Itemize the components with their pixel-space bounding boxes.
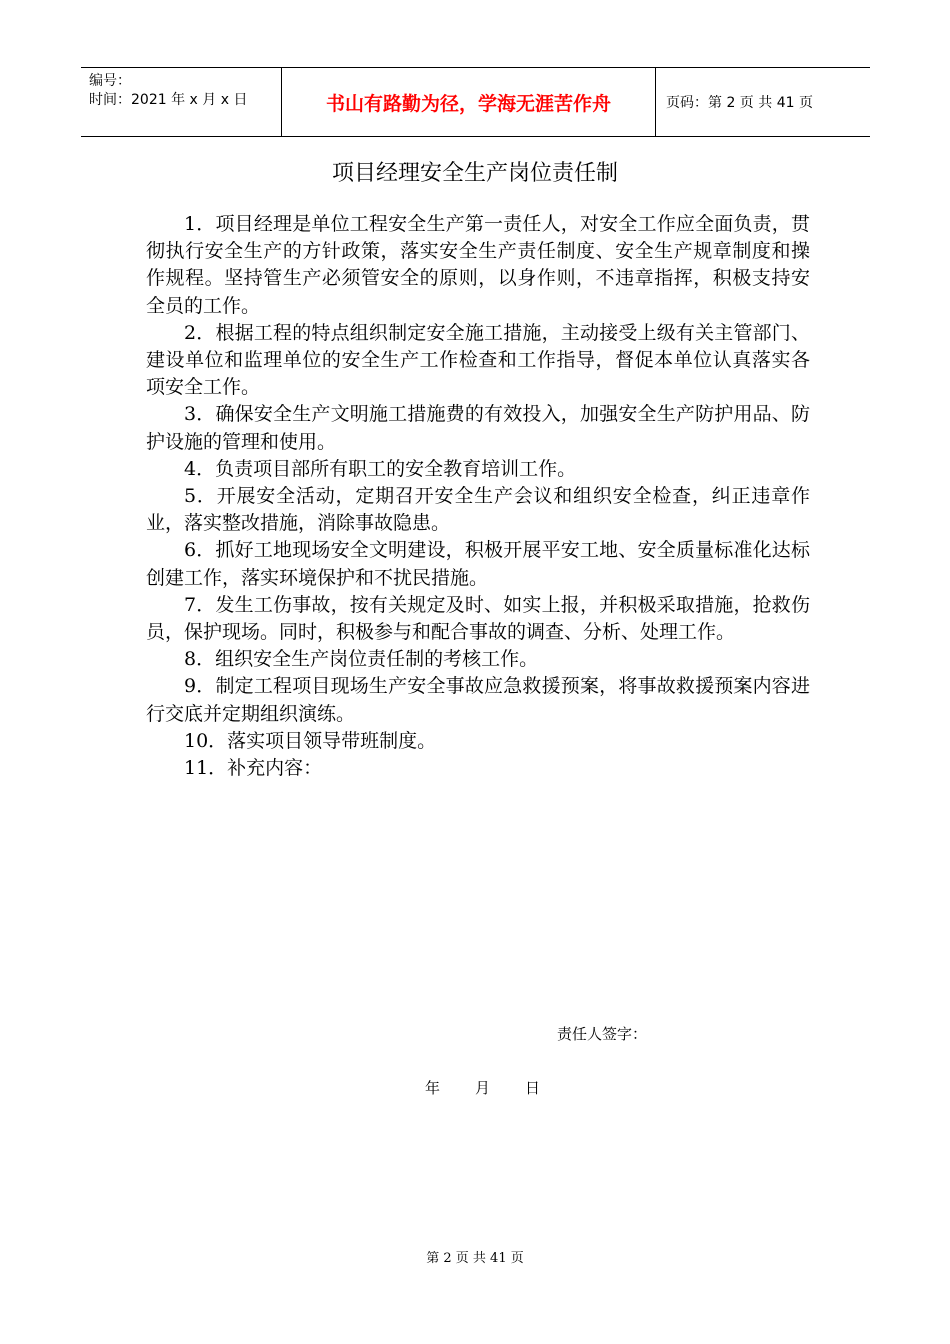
list-item: 11．补充内容：: [184, 757, 323, 780]
list-item: 2．根据工程的特点组织制定安全施工措施，主动接受上级有关主管部门、建设单位和监理单位的安全生产工作检查和工作指导，督促本单位认真落实各项安全工作。: [146, 321, 810, 399]
list-item: 4．负责项目部所有职工的安全教育培训工作。: [184, 457, 577, 480]
date-day: 日: [525, 1079, 541, 1097]
header-motto: 书山有路勤为径，学海无涯苦作舟: [282, 68, 656, 136]
list-item: 3．确保安全生产文明施工措施费的有效投入，加强安全生产防护用品、防护设施的管理和使用。: [146, 403, 810, 453]
list-item: 10．落实项目领导带班制度。: [184, 729, 437, 752]
header-meta: [81, 68, 282, 136]
document-number-label: 编号：: [89, 73, 131, 89]
signature-label: 责任人签字：: [557, 1025, 648, 1043]
list-item: 5．开展安全活动，定期召开安全生产会议和组织安全检查，纠正违章作业，落实整改措施，消除事故隐患。: [146, 485, 810, 535]
date-line: [425, 1077, 540, 1098]
responsibility-list: [146, 211, 810, 782]
list-item: 9．制定工程项目现场生产安全事故应急救援预案，将事故救援预案内容进行交底并定期组织演练。: [146, 675, 810, 725]
date-month: 月: [475, 1079, 491, 1097]
page-footer: 第 2 页 共 41 页: [426, 1251, 524, 1266]
list-item: 6．抓好工地现场安全文明建设，积极开展平安工地、安全质量标准化达标创建工作，落实环境保护和不扰民措施。: [146, 539, 810, 589]
list-item: 7．发生工伤事故，按有关规定及时、如实上报，并积极采取措施，抢救伤员，保护现场。同时，积极参与和配合事故的调查、分析、处理工作。: [146, 593, 810, 644]
list-item: 8．组织安全生产岗位责任制的考核工作。: [184, 648, 539, 671]
document-time: 时间：2021 年 x 月 x 日: [89, 92, 248, 108]
document-header: [81, 67, 870, 137]
list-item: 1．项目经理是单位工程安全生产第一责任人，对安全工作应全面负责，贯彻执行安全生产的方针政策，落实安全生产责任制度、安全生产规章制度和操作规程。坚持管生产必须管安全的原则，以身作则，不违章指挥，积极支持安全员的工作。: [146, 213, 810, 317]
page-title: 项目经理安全生产岗位责任制: [331, 161, 618, 186]
date-year: 年: [425, 1079, 441, 1097]
header-page-info: 页码：第 2 页 共 41 页: [666, 95, 813, 111]
